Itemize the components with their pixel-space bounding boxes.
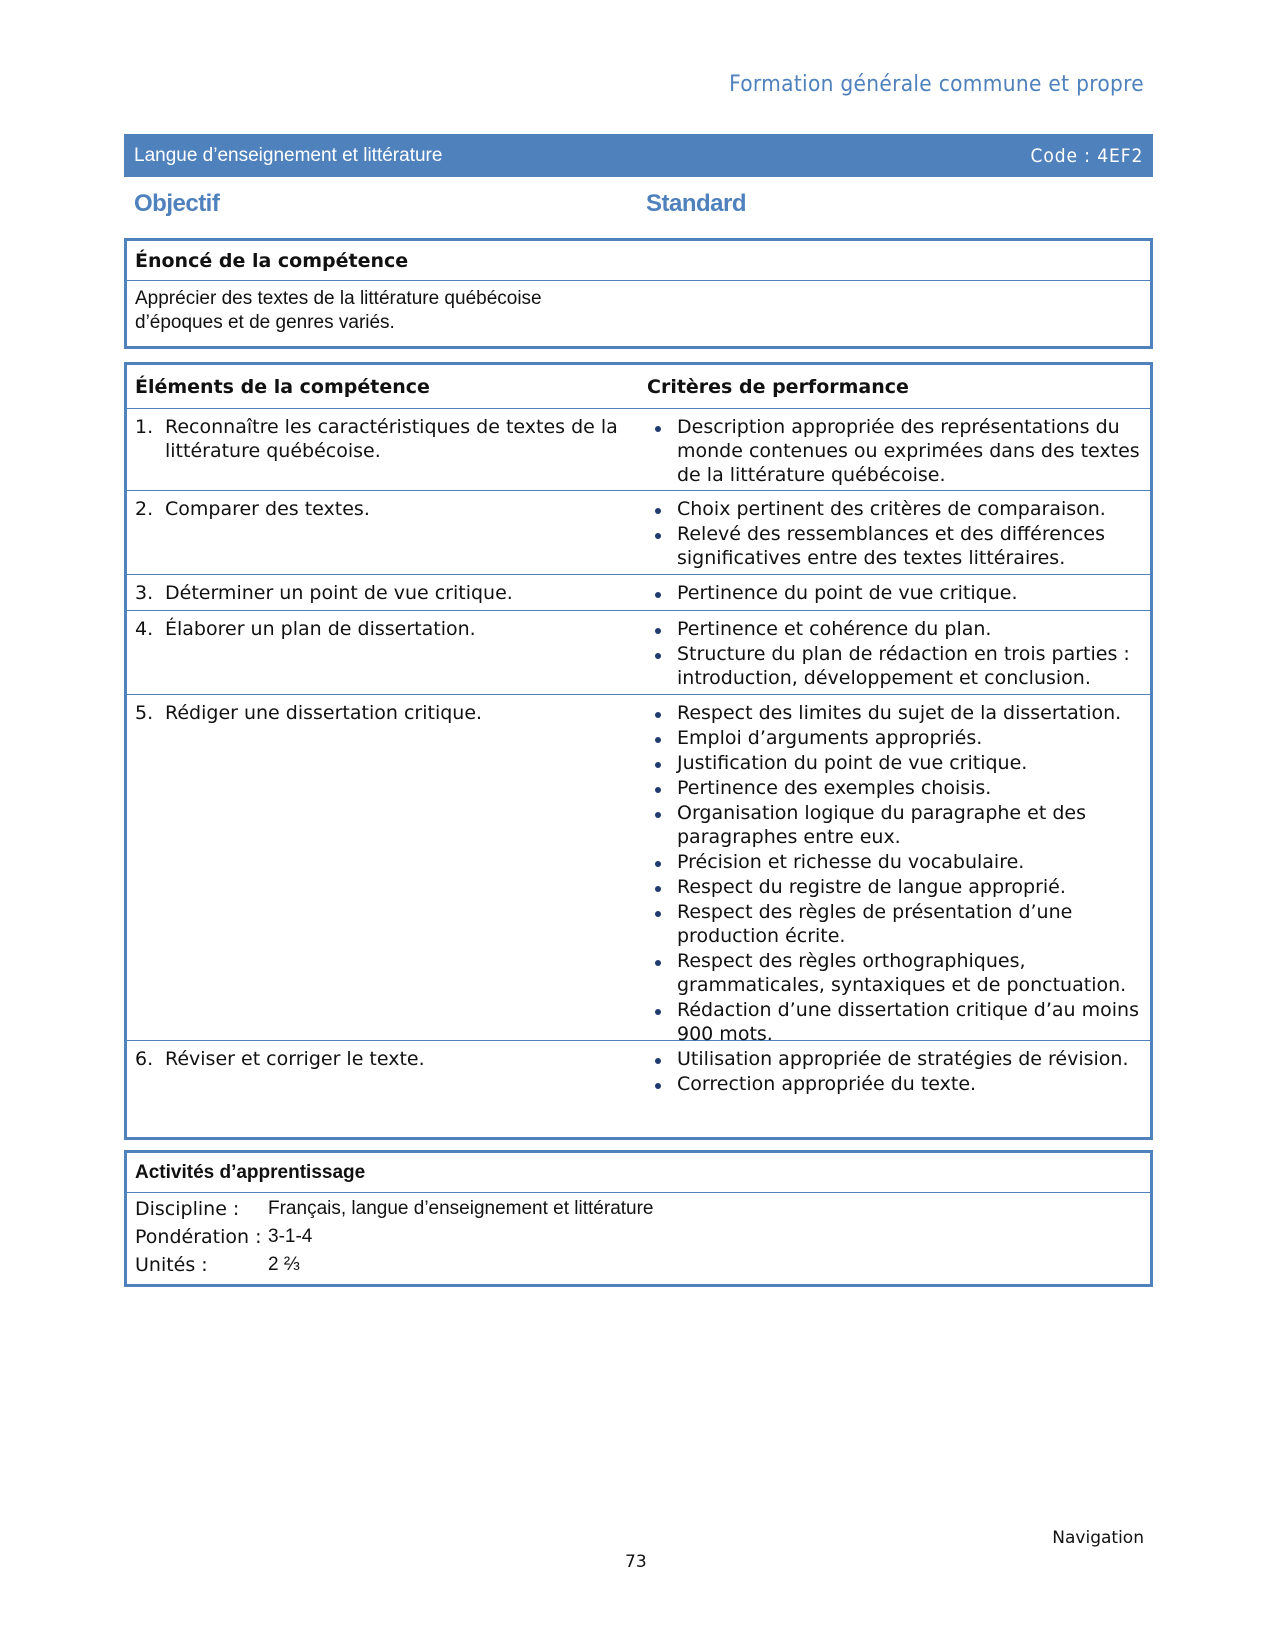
element-cell bbox=[127, 409, 639, 490]
field-value: 3-1-4 bbox=[268, 1226, 313, 1247]
table-row bbox=[127, 575, 1150, 611]
page-number: 73 bbox=[625, 1552, 647, 1572]
section-title: Formation générale commune et propre bbox=[729, 72, 1144, 97]
element-cell bbox=[127, 1041, 639, 1103]
element-text: Réviser et corriger le texte. bbox=[165, 1048, 425, 1070]
column-header-criteres: Critères de performance bbox=[647, 376, 909, 398]
criterion-item: Respect des règles de présentation d’une production écrite. bbox=[647, 900, 1142, 948]
element-number: 5. bbox=[135, 702, 154, 724]
criteria-cell bbox=[639, 1041, 1150, 1103]
criterion-item: Précision et richesse du vocabulaire. bbox=[647, 850, 1142, 874]
element-text: Rédiger une dissertation critique. bbox=[165, 702, 483, 724]
criterion-item: Utilisation appropriée de stratégies de révision. bbox=[647, 1047, 1142, 1071]
criterion-item: Structure du plan de rédaction en trois parties : introduction, développement et conclusion. bbox=[647, 642, 1142, 690]
criteria-cell bbox=[639, 575, 1150, 610]
standard-heading: Standard bbox=[646, 190, 747, 217]
activites-fields bbox=[127, 1193, 1150, 1285]
field-discipline bbox=[135, 1195, 1142, 1223]
field-label: Discipline : bbox=[135, 1198, 240, 1220]
enonce-line: d’époques et de genres variés. bbox=[135, 312, 395, 333]
criterion-item: Respect des règles orthographiques, grammaticales, syntaxiques et de ponctuation. bbox=[647, 949, 1142, 997]
course-code: Code : 4EF2 bbox=[1030, 144, 1143, 167]
criterion-item: Justification du point de vue critique. bbox=[647, 751, 1142, 775]
column-header-elements: Éléments de la compétence bbox=[135, 376, 430, 398]
enonce-text bbox=[127, 281, 1150, 341]
table-row bbox=[127, 409, 1150, 491]
element-number: 4. bbox=[135, 618, 154, 640]
criteria-cell bbox=[639, 611, 1150, 694]
criterion-item: Respect des limites du sujet de la dissertation. bbox=[647, 701, 1142, 725]
element-cell bbox=[127, 491, 639, 574]
criterion-item: Relevé des ressemblances et des différences significatives entre des textes littéraires. bbox=[647, 522, 1142, 570]
criteria-cell bbox=[639, 409, 1150, 490]
criterion-item: Respect du registre de langue approprié. bbox=[647, 875, 1142, 899]
element-cell bbox=[127, 611, 639, 694]
field-label: Pondération : bbox=[135, 1226, 262, 1248]
enonce-line: Apprécier des textes de la littérature québécoise bbox=[135, 288, 542, 309]
criterion-item: Pertinence du point de vue critique. bbox=[647, 581, 1142, 605]
criteria-cell bbox=[639, 491, 1150, 574]
criteria-cell bbox=[639, 695, 1150, 1045]
element-cell bbox=[127, 695, 639, 1040]
criterion-item: Pertinence et cohérence du plan. bbox=[647, 617, 1142, 641]
element-number: 6. bbox=[135, 1048, 154, 1070]
criterion-item: Description appropriée des représentations du monde contenues ou exprimées dans des textes de la littérature québécoise. bbox=[647, 415, 1142, 487]
criterion-item: Organisation logique du paragraphe et des paragraphes entre eux. bbox=[647, 801, 1142, 849]
criterion-item: Pertinence des exemples choisis. bbox=[647, 776, 1142, 800]
enonce-competence-box bbox=[124, 238, 1153, 349]
elements-competence-table bbox=[124, 362, 1153, 1140]
element-text: Comparer des textes. bbox=[165, 498, 370, 520]
field-unites bbox=[135, 1251, 1142, 1279]
activites-apprentissage-box bbox=[124, 1150, 1153, 1287]
element-text: Reconnaître les caractéristiques de textes de la littérature québécoise. bbox=[165, 416, 618, 462]
criterion-item: Emploi d’arguments appropriés. bbox=[647, 726, 1142, 750]
field-value: 2 ⅔ bbox=[268, 1254, 300, 1275]
navigation-link[interactable]: Navigation bbox=[1052, 1528, 1144, 1548]
course-title-bar bbox=[124, 134, 1153, 177]
element-text: Déterminer un point de vue critique. bbox=[165, 582, 513, 604]
course-title: Langue d’enseignement et littérature bbox=[134, 144, 443, 166]
activites-heading: Activités d’apprentissage bbox=[127, 1153, 1150, 1193]
table-header-row bbox=[127, 365, 1150, 409]
enonce-heading: Énoncé de la compétence bbox=[127, 241, 1150, 281]
table-row bbox=[127, 695, 1150, 1045]
field-ponderation bbox=[135, 1223, 1142, 1251]
criterion-item: Correction appropriée du texte. bbox=[647, 1072, 1142, 1096]
table-row bbox=[127, 611, 1150, 695]
criterion-item: Rédaction d’une dissertation critique d’au moins 900 mots. bbox=[647, 998, 1142, 1046]
criterion-item: Choix pertinent des critères de comparaison. bbox=[647, 497, 1142, 521]
element-number: 1. bbox=[135, 416, 154, 438]
element-cell bbox=[127, 575, 639, 610]
objectif-heading: Objectif bbox=[134, 190, 220, 217]
element-number: 3. bbox=[135, 582, 154, 604]
element-number: 2. bbox=[135, 498, 154, 520]
table-row bbox=[127, 491, 1150, 575]
field-label: Unités : bbox=[135, 1254, 208, 1276]
field-value: Français, langue d’enseignement et littérature bbox=[268, 1198, 654, 1219]
element-text: Élaborer un plan de dissertation. bbox=[165, 618, 476, 640]
table-row bbox=[127, 1041, 1150, 1103]
